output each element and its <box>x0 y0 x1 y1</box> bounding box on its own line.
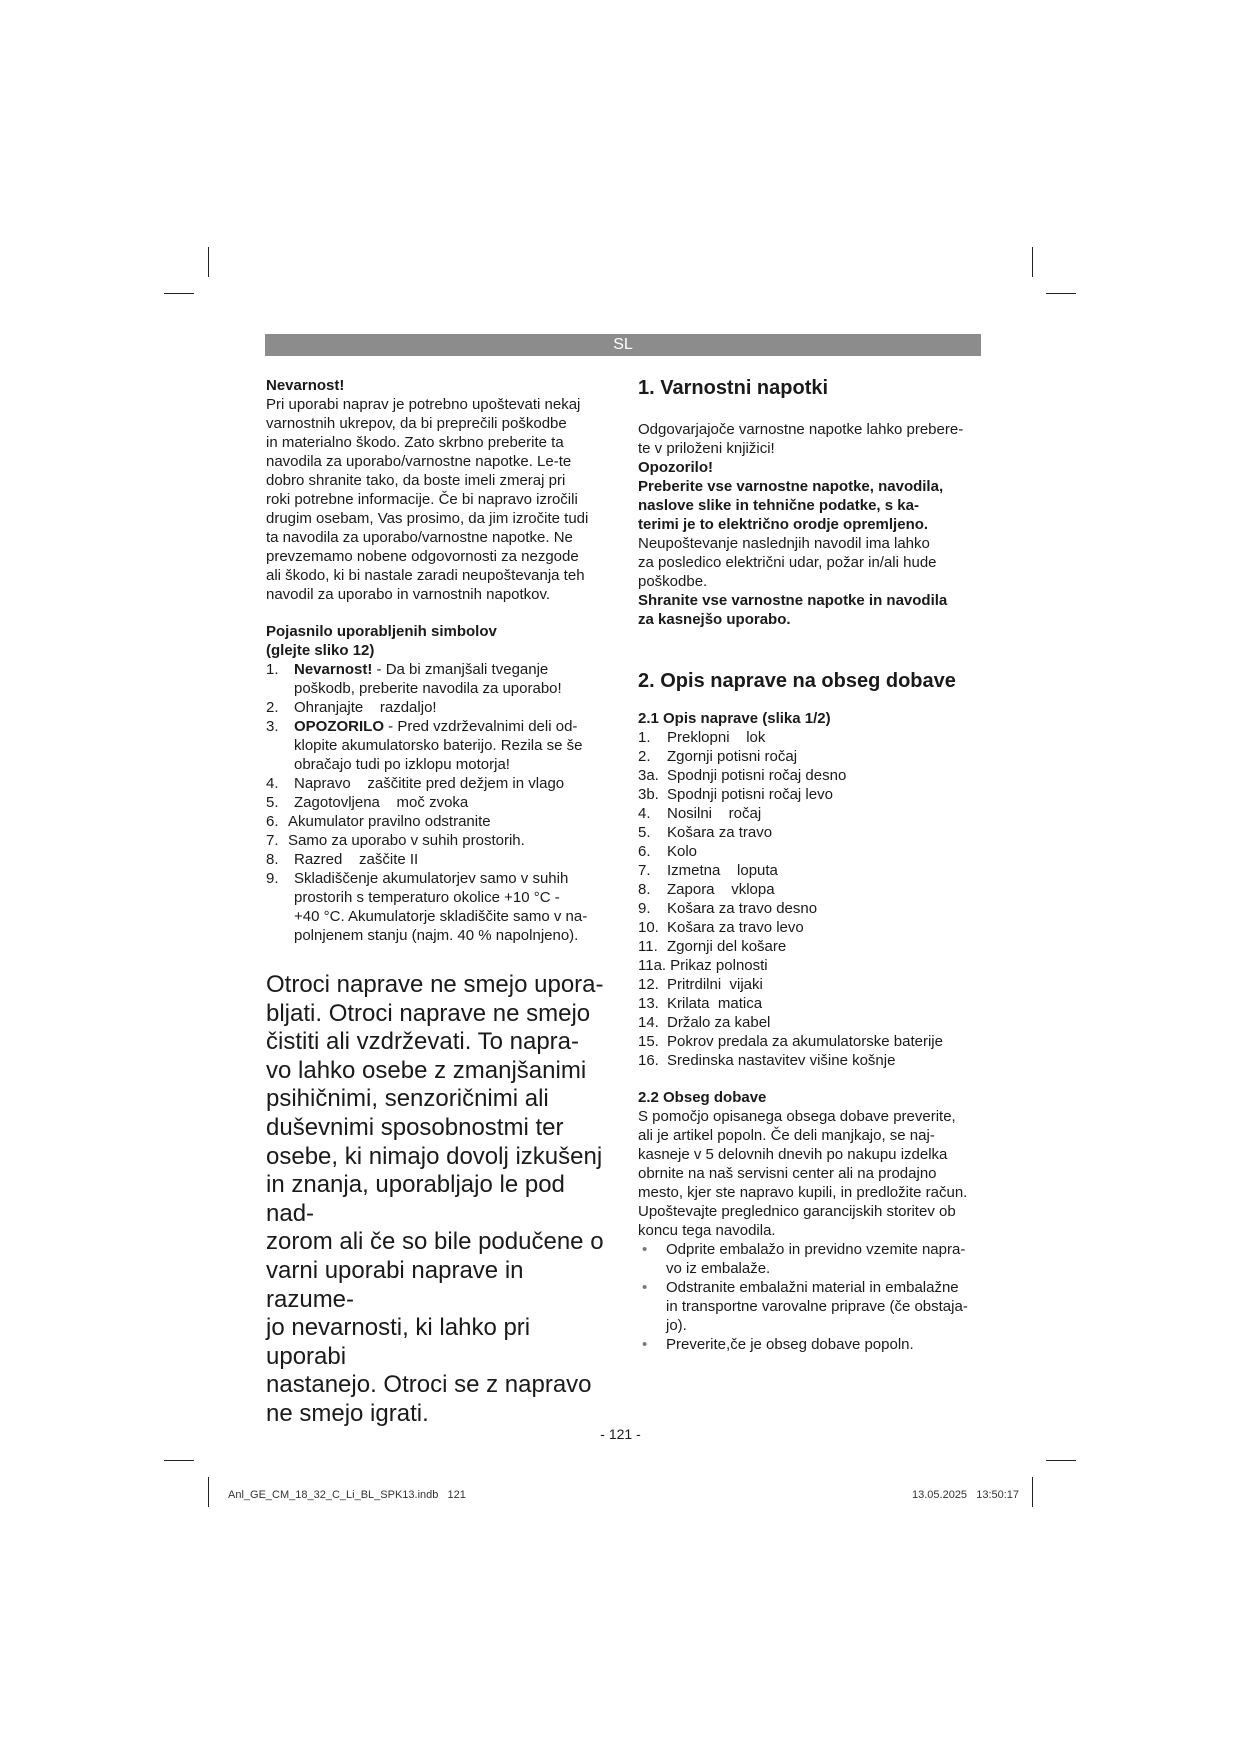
item-text: Skladiščenje akumulatorjev samo v suhih <box>294 870 569 887</box>
crop-mark <box>164 293 194 294</box>
item-text: Odprite embalažo in previdno vzemite napra- <box>666 1241 966 1258</box>
text-line: ta navodila za uporabo/varnostne napotke. Ne <box>266 529 573 546</box>
item-text: Košara za travo <box>667 824 773 841</box>
item-number: 2. <box>266 699 279 716</box>
text-line: psihičnimi, senzoričnimi ali <box>266 1085 549 1113</box>
text-line: obrnite na naš servisni center ali na prodajno <box>638 1165 937 1182</box>
text-line: Otroci naprave ne smejo upora- <box>266 971 604 998</box>
text-line: koncu tega navodila. <box>638 1222 776 1239</box>
crop-mark <box>1046 293 1076 294</box>
spacer <box>638 1070 983 1088</box>
spacer <box>266 945 611 971</box>
language-header-bar <box>265 334 981 356</box>
list-item <box>266 698 611 717</box>
item-text: jo). <box>666 1317 687 1334</box>
parts-list <box>638 728 983 1070</box>
list-item <box>638 956 983 975</box>
list-item <box>638 842 983 861</box>
crop-mark <box>1032 1477 1033 1507</box>
list-item <box>638 747 983 766</box>
subsection-2-2-title: 2.2 Obseg dobave <box>638 1089 767 1106</box>
item-text: Nosilni ročaj <box>667 805 762 822</box>
text-line: varni uporabi naprave in razume- <box>266 1256 524 1313</box>
symbols-title: Pojasnilo uporabljenih simbolov <box>266 623 497 640</box>
item-bold: Nevarnost! <box>294 661 373 678</box>
item-number: 12. <box>638 976 659 993</box>
item-text: Ohranjajte razdaljo! <box>294 699 437 716</box>
item-number: 9. <box>266 870 279 887</box>
item-text: Spodnji potisni ročaj desno <box>667 767 847 784</box>
item-number: 11a. <box>638 957 667 974</box>
list-item <box>638 728 983 747</box>
list-item <box>638 880 983 899</box>
text-line: poškodbe. <box>638 573 708 590</box>
item-text: Napravo zaščitite pred dežjem in vlago <box>294 775 565 792</box>
item-text: Krilata matica <box>667 995 763 1012</box>
text-line: roki potrebne informacije. Če bi napravo izročili <box>266 491 578 508</box>
text-line: drugim osebam, Vas prosimo, da jim izročite tudi <box>266 510 589 527</box>
bullet-icon: • <box>642 1241 648 1258</box>
item-text: Zapora vklopa <box>667 881 775 898</box>
bullet-icon: • <box>642 1336 648 1353</box>
text-line: Shranite vse varnostne napotke in navodila <box>638 592 948 609</box>
item-number: 5. <box>638 824 651 841</box>
list-item <box>638 975 983 994</box>
item-text: - Pred vzdrževalnimi deli od- <box>384 718 578 735</box>
list-item <box>266 717 611 774</box>
section-2-title: 2. Opis naprave na obseg dobave <box>638 670 956 692</box>
item-number: 3a. <box>638 767 659 784</box>
item-text: poškodb, preberite navodila za uporabo! <box>294 680 562 697</box>
text-line: vo lahko osebe z zmanjšanimi <box>266 1056 587 1084</box>
crop-mark <box>208 247 209 277</box>
list-item <box>266 869 611 945</box>
item-text: prostorih s temperaturo okolice +10 °C - <box>294 889 560 906</box>
list-item <box>638 899 983 918</box>
footer-date: 13.05.2025 13:50:17 <box>912 1489 1020 1501</box>
crop-mark <box>208 1477 209 1507</box>
list-item <box>266 850 611 869</box>
item-number: 3b. <box>638 786 659 803</box>
text-line: nastanejo. Otroci se z napravo <box>266 1371 592 1399</box>
text-line: za posledico električni udar, požar in/ali hude <box>638 554 937 571</box>
crop-mark <box>1046 1460 1076 1461</box>
item-number: 16. <box>638 1052 659 1069</box>
list-item <box>266 812 611 831</box>
item-text: Izmetna loputa <box>667 862 778 879</box>
list-item <box>638 823 983 842</box>
list-item <box>266 831 611 850</box>
crop-mark <box>1032 247 1033 277</box>
text-line: Preberite vse varnostne napotke, navodila, <box>638 478 944 495</box>
left-column <box>266 376 611 1429</box>
text-line: naslove slike in tehnične podatke, s ka- <box>638 497 919 514</box>
item-text: Prikaz polnosti <box>670 957 768 974</box>
warning-label: Opozorilo! <box>638 459 713 476</box>
list-item <box>638 918 983 937</box>
text-line: navodil za uporabo in varnostnih napotkov. <box>266 586 551 603</box>
text-line: jo nevarnosti, ki lahko pri uporabi <box>266 1314 531 1370</box>
item-number: 9. <box>638 900 651 917</box>
bullet-list <box>638 1240 983 1354</box>
children-warning <box>266 971 611 1429</box>
language-label: SL <box>613 336 633 353</box>
text-line: osebe, ki nimajo dovolj izkušenj <box>266 1142 603 1170</box>
text-line: te v priloženi knjižici! <box>638 440 775 457</box>
list-item <box>638 1051 983 1070</box>
footer-file-info: Anl_GE_CM_18_32_C_Li_BL_SPK13.indb 121 <box>228 1489 466 1501</box>
item-number: 3. <box>266 718 279 735</box>
text-line: kasneje v 5 delovnih dnevih po nakupu izdelka <box>638 1146 948 1163</box>
text-line: Upoštevajte preglednico garancijskih storitev ob <box>638 1203 956 1220</box>
danger-title: Nevarnost! <box>266 377 345 394</box>
item-number: 7. <box>638 862 651 879</box>
item-text: Kolo <box>667 843 698 860</box>
item-text: in transportne varovalne priprave (če obstaja- <box>666 1298 968 1315</box>
text-line: prevzemamo nobene odgovornosti za nezgode <box>266 548 579 565</box>
text-line: zorom ali če so bile podučene o <box>266 1228 604 1256</box>
text-line: za kasnejšo uporabo. <box>638 611 791 628</box>
item-text: Preklopni lok <box>667 729 766 746</box>
text-line: mesto, kjer ste napravo kupili, in predložite račun. <box>638 1184 968 1201</box>
list-item <box>266 660 611 698</box>
symbols-list <box>266 660 611 945</box>
text-line: ne smejo igrati. <box>266 1399 429 1427</box>
list-item <box>638 1240 983 1278</box>
item-number: 15. <box>638 1033 659 1050</box>
danger-paragraph <box>266 395 611 604</box>
item-text: Košara za travo desno <box>667 900 818 917</box>
item-number: 1. <box>638 729 651 746</box>
item-text: Preverite,če je obseg dobave popoln. <box>666 1336 914 1353</box>
item-number: 14. <box>638 1014 659 1031</box>
item-number: 10. <box>638 919 659 936</box>
text-line: Pri uporabi naprav je potrebno upoštevati nekaj <box>266 396 581 413</box>
item-number: 2. <box>638 748 651 765</box>
item-text: Pokrov predala za akumulatorske baterije <box>667 1033 943 1050</box>
list-item <box>638 1335 983 1354</box>
item-number: 8. <box>266 851 279 868</box>
item-text: vo iz embalaže. <box>666 1260 771 1277</box>
item-number: 13. <box>638 995 659 1012</box>
item-text: polnjenem stanju (najm. 40 % napolnjeno). <box>294 927 579 944</box>
text-line: navodila za uporabo/varnostne napotke. Le-te <box>266 453 572 470</box>
list-item <box>266 774 611 793</box>
symbols-subtitle: (glejte sliko 12) <box>266 642 375 659</box>
list-item <box>638 1013 983 1032</box>
subsection-2-1-title: 2.1 Opis naprave (slika 1/2) <box>638 710 831 727</box>
item-text: Zagotovljena moč zvoka <box>294 794 469 811</box>
item-text: Držalo za kabel <box>667 1014 771 1031</box>
item-number: 1. <box>266 661 279 678</box>
text-line: in znanja, uporabljajo le pod nad- <box>266 1171 565 1227</box>
item-bold: OPOZORILO <box>294 718 384 735</box>
text-line: in materialno škodo. Zato skrbno preberite ta <box>266 434 564 451</box>
text-line: duševnimi sposobnostmi ter <box>266 1113 564 1141</box>
spacer <box>638 629 983 669</box>
item-number: 6. <box>266 813 279 830</box>
list-item <box>638 994 983 1013</box>
text-line: Odgovarjajoče varnostne napotke lahko prebere- <box>638 421 964 438</box>
item-text: Košara za travo levo <box>667 919 804 936</box>
item-number: 6. <box>638 843 651 860</box>
list-item <box>638 861 983 880</box>
item-text: +40 °C. Akumulatorje skladiščite samo v na- <box>294 908 588 925</box>
item-text: Razred zaščite II <box>294 851 419 868</box>
item-text: Pritrdilni vijaki <box>667 976 763 993</box>
item-number: 8. <box>638 881 651 898</box>
item-text: Odstranite embalažni material in embalažne <box>666 1279 959 1296</box>
spacer <box>266 604 611 622</box>
text-line: terimi je to električno orodje opremljeno. <box>638 516 929 533</box>
bullet-icon: • <box>642 1279 648 1296</box>
item-text: - Da bi zmanjšali tveganje <box>372 661 549 678</box>
item-text: Spodnji potisni ročaj levo <box>667 786 833 803</box>
item-text: Zgornji potisni ročaj <box>667 748 798 765</box>
item-number: 7. <box>266 832 279 849</box>
item-number: 4. <box>638 805 651 822</box>
right-column <box>638 376 983 1354</box>
item-text: Sredinska nastavitev višine košnje <box>667 1052 896 1069</box>
section-1-title: 1. Varnostni napotki <box>638 377 829 399</box>
scope-paragraph <box>638 1107 983 1240</box>
list-item <box>638 1032 983 1051</box>
text-line: dobro shranite tako, da boste imeli zmeraj pri <box>266 472 566 489</box>
list-item <box>638 766 983 785</box>
text-line: čistiti ali vzdrževati. To napra- <box>266 1028 580 1056</box>
text-line: bljati. Otroci naprave ne smejo <box>266 999 591 1027</box>
text-line: ali škodo, ki bi nastale zaradi neupoštevanja teh <box>266 567 585 584</box>
text-line: varnostnih ukrepov, da bi preprečili poškodbe <box>266 415 567 432</box>
item-number: 11. <box>638 938 658 955</box>
item-number: 5. <box>266 794 279 811</box>
item-text: obračajo tudi po izklopu motorja! <box>294 756 510 773</box>
item-text: Samo za uporabo v suhih prostorih. <box>288 832 525 849</box>
crop-mark <box>164 1460 194 1461</box>
item-number: 4. <box>266 775 279 792</box>
text-line: S pomočjo opisanega obsega dobave preverite, <box>638 1108 956 1125</box>
list-item <box>638 1278 983 1335</box>
text-line: ali je artikel popoln. Če deli manjkajo, se naj- <box>638 1127 935 1144</box>
list-item <box>638 937 983 956</box>
list-item <box>638 785 983 804</box>
text-line: Neupoštevanje naslednjih navodil ima lahko <box>638 535 930 552</box>
item-text: klopite akumulatorsko baterijo. Rezila se še <box>294 737 583 754</box>
item-text: Zgornji del košare <box>667 938 787 955</box>
item-text: Akumulator pravilno odstranite <box>288 813 491 830</box>
page-number: - 121 - <box>600 1426 641 1442</box>
list-item <box>266 793 611 812</box>
list-item <box>638 804 983 823</box>
